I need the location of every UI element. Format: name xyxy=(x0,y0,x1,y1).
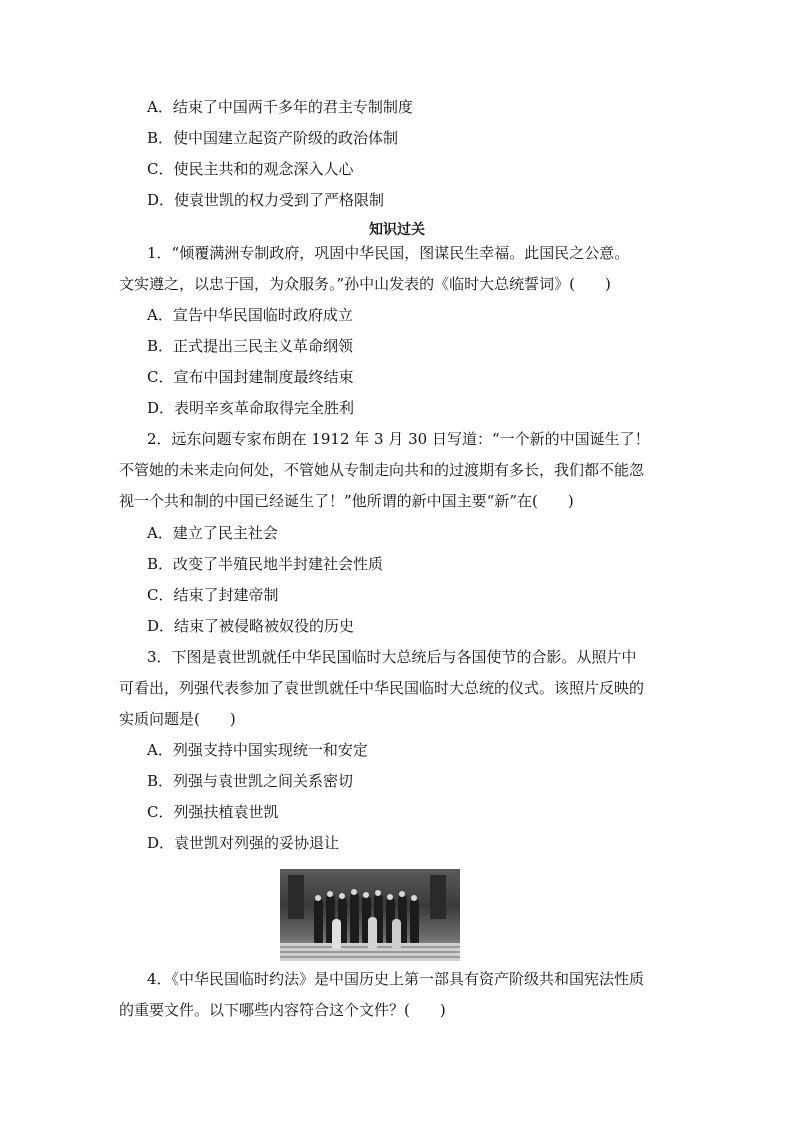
q2-option-b: B．改变了半殖民地半封建社会性质 xyxy=(147,555,384,573)
q2-option-c: C．结束了封建帝制 xyxy=(147,586,279,604)
prev-option-a: A．结束了中国两千多年的君主专制制度 xyxy=(147,98,413,116)
q2-stem-line-2: 不管她的未来走向何处，不管她从专制走向共和的过渡期有多长，我们都不能忽 xyxy=(119,461,645,479)
q1-option-b: B．正式提出三民主义革命纲领 xyxy=(147,337,354,355)
q3-option-a: A．列强支持中国实现统一和安定 xyxy=(147,741,368,759)
q2-stem-line-1: 2．远东问题专家布朗在 1912 年 3 月 30 日写道：“一个新的中国诞生了！ xyxy=(147,430,650,448)
prev-option-c: C．使民主共和的观念深入人心 xyxy=(147,160,354,178)
q1-option-a: A．宣告中华民国临时政府成立 xyxy=(147,306,353,324)
q3-stem-line-3: 实质问题是( ) xyxy=(119,710,236,728)
q2-option-d: D．结束了被侵略被奴役的历史 xyxy=(147,617,355,635)
prev-option-d: D．使袁世凯的权力受到了严格限制 xyxy=(147,191,385,209)
q1-option-d: D．表明辛亥革命取得完全胜利 xyxy=(147,399,355,417)
q2-stem-line-3: 视一个共和制的中国已经诞生了！”他所谓的新中国主要“新”在( ) xyxy=(119,492,574,510)
q1-stem-line-2: 文实遵之，以忠于国，为众服务。”孙中山发表的《临时大总统誓词》( ) xyxy=(119,275,611,293)
q3-stem-line-2: 可看出，列强代表参加了袁世凯就任中华民国临时大总统的仪式。该照片反映的 xyxy=(119,679,645,697)
q4-stem-line-1: 4．《中华民国临时约法》是中国历史上第一部具有资产阶级共和国宪法性质 xyxy=(147,970,645,988)
section-heading: 知识过关 xyxy=(369,222,425,238)
q3-option-d: D．袁世凯对列强的妥协退让 xyxy=(147,834,340,852)
q1-option-c: C．宣布中国封建制度最终结束 xyxy=(147,368,354,386)
q1-stem-line-1: 1．“倾覆满洲专制政府，巩固中华民国，图谋民生幸福。此国民之公意。 xyxy=(147,244,630,262)
diplomats-group-photo xyxy=(280,869,460,961)
q3-option-b: B．列强与袁世凯之间关系密切 xyxy=(147,772,354,790)
q2-option-a: A．建立了民主社会 xyxy=(147,524,278,542)
q4-stem-line-2: 的重要文件。以下哪些内容符合这个文件？( ) xyxy=(119,1001,446,1019)
q3-option-c: C．列强扶植袁世凯 xyxy=(147,803,279,821)
q3-stem-line-1: 3．下图是袁世凯就任中华民国临时大总统后与各国使节的合影。从照片中 xyxy=(147,648,637,666)
prev-option-b: B．使中国建立起资产阶级的政治体制 xyxy=(147,129,399,147)
